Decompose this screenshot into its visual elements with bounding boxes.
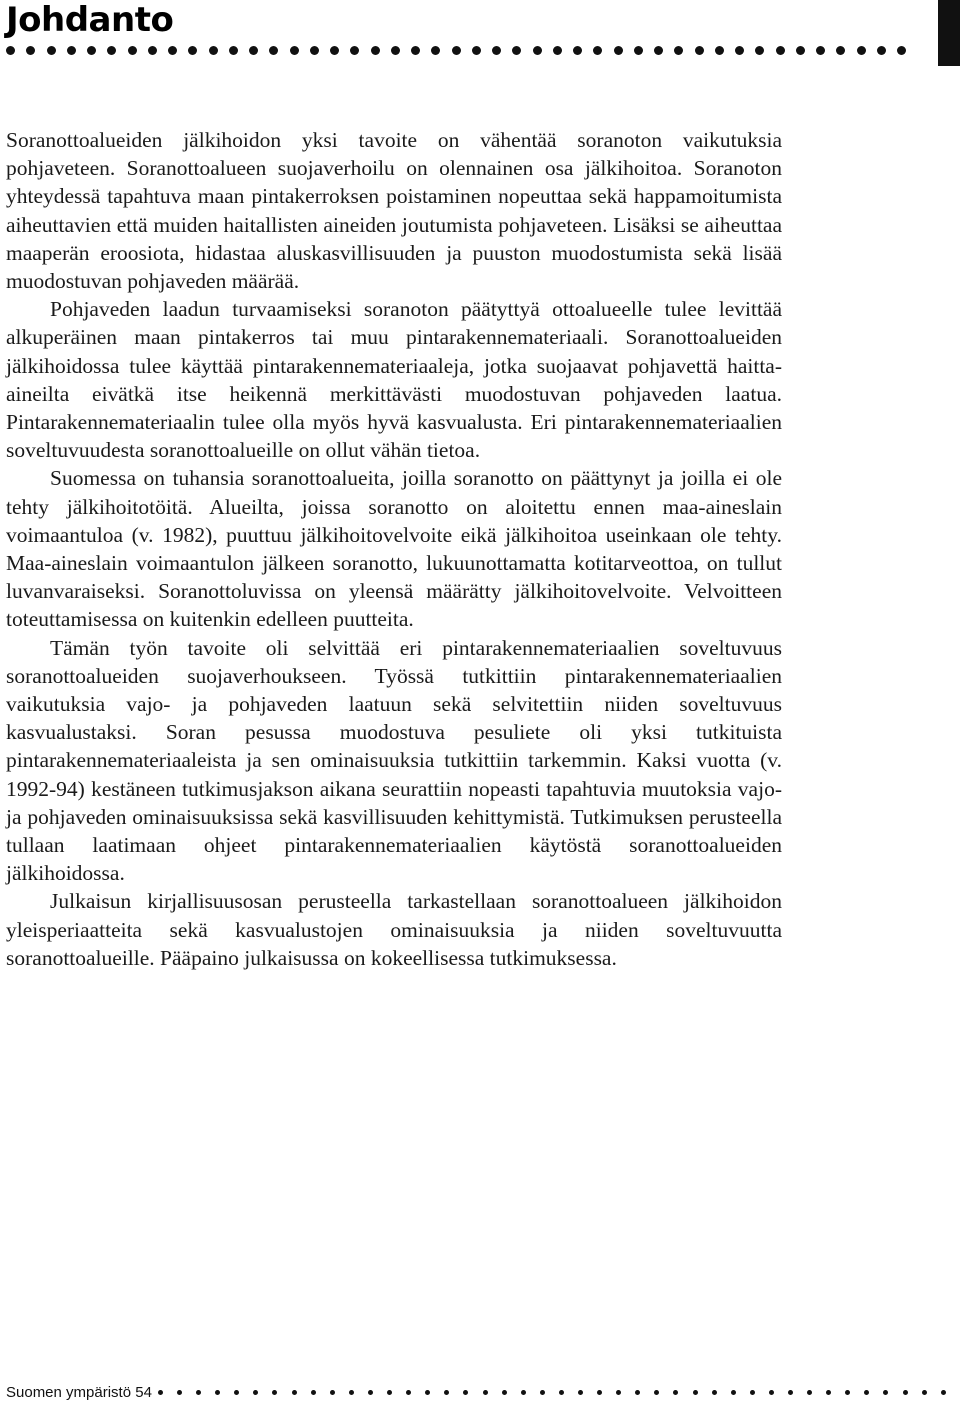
footer-dot <box>922 1390 927 1395</box>
rule-dot <box>229 46 238 55</box>
footer-dot <box>769 1390 774 1395</box>
rule-dot <box>67 46 76 55</box>
rule-dot <box>755 46 764 55</box>
paragraph: Pohjaveden laadun turvaamiseksi soranoton päätyttyä ottoalueelle tulee levittää alkuperäinen maan pintakerros tai muu pintarakennemateriaali. Soranottoalueiden jälkihoidossa tulee käyttää pintarakennemateriaaleja, jotka suojaavat pohjavettä haitta-aineilta eivätkä itse heikennä merkittävästi muodostuvan pohjaveden laatua. Pintarakennemateriaalin tulee olla myös hyvä kasvualusta. Eri pintarakennemateriaalien soveltuvuudesta soranottoalueille on ollut vähän tietoa. <box>6 297 782 463</box>
rule-dot <box>735 46 744 55</box>
footer-dot <box>788 1390 793 1395</box>
footer-dot <box>731 1390 736 1395</box>
footer-dot <box>406 1390 411 1395</box>
footer-dot <box>826 1390 831 1395</box>
rule-dot <box>371 46 380 55</box>
rule-dot <box>553 46 562 55</box>
footer-dot <box>158 1390 163 1395</box>
rule-dot <box>674 46 683 55</box>
rule-dot <box>634 46 643 55</box>
footer-dot <box>463 1390 468 1395</box>
footer-dot <box>272 1390 277 1395</box>
rule-dot <box>695 46 704 55</box>
rule-dot <box>796 46 805 55</box>
footer-dot <box>693 1390 698 1395</box>
footer-dot <box>234 1390 239 1395</box>
rule-dot <box>836 46 845 55</box>
footer-dot <box>196 1390 201 1395</box>
page-footer <box>6 1380 946 1404</box>
paragraph: Tämän työn tavoite oli selvittää eri pintarakennemateriaalien soveltuvuus soranottoalueiden suojaverhoukseen. Työssä tutkittiin pintarakennemateriaalien vaikutuksia vajo- ja pohjaveden laatuun sekä selvitettiin niiden soveltuvuus kasvualustaksi. Soran pesussa muodostuva pesuliete oli yksi tutkituista pintarakennemateriaaleista ja sen ominaisuuksia tutkittiin tarkemmin. Kaksi vuotta (v. 1992-94) kestäneen tutkimusjakson aikana seurattiin nopeasti tapahtuvia muutoksia vajo- ja pohjaveden ominaisuuksissa sekä kasvillisuuden kehittymistä. Tutkimuksen perusteella tullaan laatimaan ohjeet pintarakennemateriaalien käytöstä soranottoalueiden jälkihoidossa. <box>6 635 782 886</box>
rule-dot <box>654 46 663 55</box>
rule-dot <box>431 46 440 55</box>
footer-dot <box>635 1390 640 1395</box>
rule-dot <box>148 46 157 55</box>
footer-dot <box>807 1390 812 1395</box>
footer-dot <box>330 1390 335 1395</box>
footer-dot <box>864 1390 869 1395</box>
footer-dot <box>502 1390 507 1395</box>
footer-dot <box>903 1390 908 1395</box>
rule-dot <box>492 46 501 55</box>
footer-dot <box>483 1390 488 1395</box>
rule-dot <box>87 46 96 55</box>
footer-dot <box>559 1390 564 1395</box>
rule-dot <box>533 46 542 55</box>
footer-dot <box>673 1390 678 1395</box>
footer-dot <box>368 1390 373 1395</box>
rule-dot <box>350 46 359 55</box>
article-body <box>6 126 782 972</box>
page-title: Johdanto <box>6 0 174 40</box>
footer-dot <box>750 1390 755 1395</box>
edge-marker <box>938 0 960 66</box>
rule-dot <box>877 46 886 55</box>
rule-dot <box>452 46 461 55</box>
rule-dot <box>472 46 481 55</box>
footer-dot <box>215 1390 220 1395</box>
footer-dot <box>292 1390 297 1395</box>
rule-dot <box>310 46 319 55</box>
rule-dot <box>715 46 724 55</box>
rule-dot <box>512 46 521 55</box>
footer-dot <box>253 1390 258 1395</box>
footer-dotted-leader <box>158 1390 946 1395</box>
rule-dot <box>411 46 420 55</box>
rule-dot <box>26 46 35 55</box>
rule-dot <box>290 46 299 55</box>
footer-dot <box>387 1390 392 1395</box>
rule-dot <box>857 46 866 55</box>
footer-dot <box>177 1390 182 1395</box>
rule-dot <box>168 46 177 55</box>
dotted-rule <box>6 44 906 56</box>
rule-dot <box>816 46 825 55</box>
footer-dot <box>883 1390 888 1395</box>
footer-dot <box>349 1390 354 1395</box>
rule-dot <box>573 46 582 55</box>
footer-dot <box>845 1390 850 1395</box>
rule-dot <box>128 46 137 55</box>
rule-dot <box>188 46 197 55</box>
footer-dot <box>540 1390 545 1395</box>
footer-dot <box>311 1390 316 1395</box>
rule-dot <box>776 46 785 55</box>
footer-dot <box>941 1390 946 1395</box>
rule-dot <box>593 46 602 55</box>
rule-dot <box>897 46 906 55</box>
rule-dot <box>330 46 339 55</box>
rule-dot <box>107 46 116 55</box>
footer-dot <box>521 1390 526 1395</box>
rule-dot <box>269 46 278 55</box>
footer-dot <box>654 1390 659 1395</box>
footer-dot <box>712 1390 717 1395</box>
footer-dot <box>444 1390 449 1395</box>
footer-dot <box>616 1390 621 1395</box>
footer-dot <box>597 1390 602 1395</box>
rule-dot <box>249 46 258 55</box>
footer-dot <box>425 1390 430 1395</box>
rule-dot <box>614 46 623 55</box>
paragraph: Soranottoalueiden jälkihoidon yksi tavoite on vähentää soranoton vaikutuksia pohjaveteen. Soranottoalueen suojaverhoilu on olennainen osa jälkihoitoa. Soranoton yhteydessä tapahtuva maan pintakerroksen poistaminen nopeuttaa sekä happamoitumista aiheuttavien että muiden haitallisten aineiden joutumista pohjaveteen. Lisäksi se aiheuttaa maaperän eroosiota, hidastaa aluskasvillisuuden ja puuston muodostumista sekä lisää muodostuvan pohjaveden määrää. <box>6 128 782 294</box>
rule-dot <box>6 46 15 55</box>
paragraph: Suomessa on tuhansia soranottoalueita, joilla soranotto on päättynyt ja joilla ei ole tehty jälkihoitotöitä. Alueilta, joissa soranotto on aloitettu ennen maa-aineslain voimaantuloa (v. 1982), puuttuu jälkihoitovelvoite eikä jälkihoitoa useinkaan ole tehty. Maa-aineslain voimaantulon jälkeen soranotto, lukuunottamatta kotitarveottoa, on tullut luvanvaraiseksi. Soranottoluvissa on yleensä määrätty jälkihoitovelvoite. Velvoitteen toteuttamisessa on kuitenkin edelleen puutteita. <box>6 466 782 632</box>
paragraph: Julkaisun kirjallisuusosan perusteella tarkastellaan soranottoalueen jälkihoidon yleisperiaatteita sekä kasvualustojen ominaisuuksia ja niiden soveltuvuutta soranottoalueille. Pääpaino julkaisussa on kokeellisessa tutkimuksessa. <box>6 889 782 970</box>
footer-label: Suomen ympäristö 54 <box>6 1383 152 1401</box>
rule-dot <box>209 46 218 55</box>
rule-dot <box>391 46 400 55</box>
rule-dot <box>47 46 56 55</box>
footer-dot <box>578 1390 583 1395</box>
